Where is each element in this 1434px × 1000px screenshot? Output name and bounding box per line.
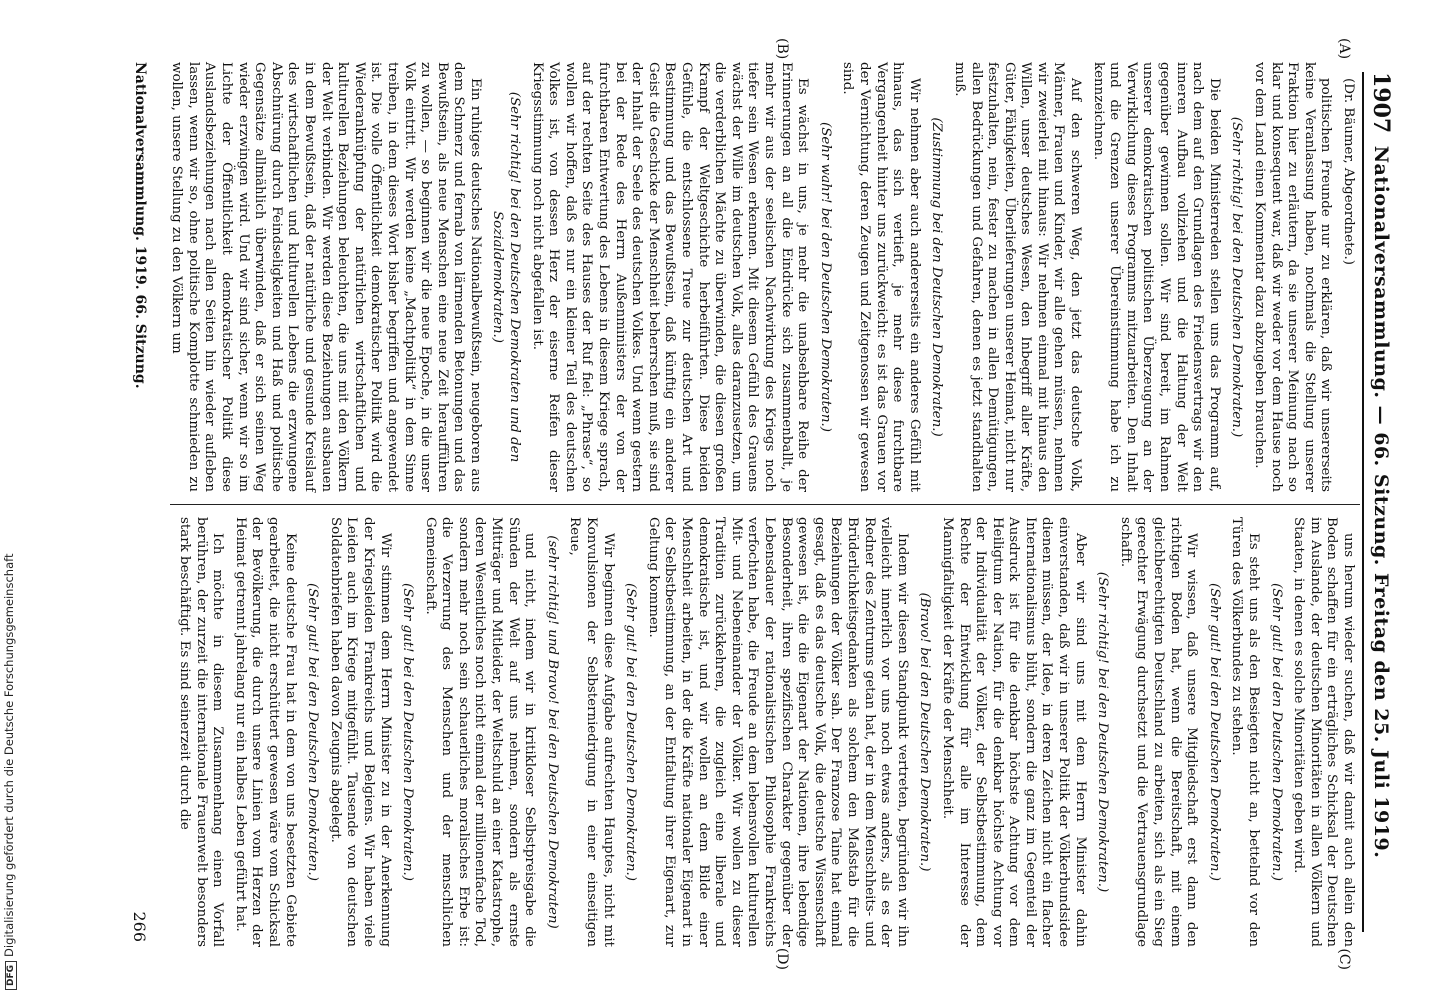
column-divider — [170, 504, 1360, 505]
digitization-credit — [2, 553, 18, 990]
interjection: (Sehr gut! bei den Deutschen Demokraten.) — [305, 582, 321, 882]
credit-text: Digitalisierung gefördert durch die Deutsche Forschungsgemeinschaft — [2, 553, 16, 957]
paragraph: Keine deutsche Frau hat in dem von uns besetzten Gebiete gearbeitet, die nicht erschüttert gewesen wäre vom Schicksal der Bevölkerung, die durch unsere Linien vom Herzen der Heimat getrennt jahrelang nur ein halbes Leben geführt hat. — [232, 517, 298, 947]
footer-page-code: 266 — [130, 911, 149, 942]
margin-marker-a: (A) — [1336, 38, 1352, 60]
paragraph: Aber wir sind uns mit dem Herrn Minister dahin einverstanden, daß wir in unserer Politik der Völkerbundsidee dienen müssen, der Idee, in deren Zeichen nicht ein flacher Internationalismus blüht, sondern die ganz im Gegenteil der Ausdruck ist für die denkbar höchste Achtung vor dem Heiligtum der Nation, für die denkbar höchste Achtung vor der Individualität der Völker, der Selbstbestimmung, dem Rechte der Entwicklung für alle im Interesse der Mannigfaltigkeit der Kräfte der Menschheit. — [939, 517, 1088, 947]
interjection: (Sehr wahr! bei den Deutschen Demokraten.) — [817, 122, 833, 432]
paragraph: (Dr. Bäumer, Abgeordnete.) — [1341, 78, 1356, 266]
scanned-page — [80, 32, 1400, 972]
paragraph: Indem wir diesen Standpunkt vertreten, begründen wir ihn vielleicht innerlich vor uns noch etwas anders, als es der Redner des Zentrums getan hat, der in dem Menschheits- und Brüderlichkeitsgedanken als solchem den Maßstab für die Beziehungen der Völker sah. Der Franzose Taine hat einmal gesagt, daß es das deutsche Volk, die deutsche Wissenschaft gewesen ist, die die Eigenart der Nationen, ihre lebendige Besonderheit, ihren spezifischen Charakter gegenüber der Lebensdauer der rationalistischen Philosophie Frankreichs verfochten habe, die Freude an dem lebensvollen kulturellen Mit- und Nebeneinander der Völker. Wir wollen zu dieser Tradition zurückkehren, die zugleich eine liberale und demokratische ist, und wir wollen an dem Bilde einer Menschheit arbeiten, in der die Kräfte nationaler Eigenart in der Selbstbestimmung, an der Entfaltung ihrer Eigenart, zur Geltung kommen. — [645, 517, 910, 947]
interjection: (Zustimmung bei den Deutschen Demokraten.) — [929, 117, 945, 437]
running-head — [1362, 72, 1394, 932]
paragraph: Auf den schweren Weg, den jetzt das deutsche Volk, Männer, Frauen und Kinder, wir alle gehen müssen, nehmen wir zweierlei mit hinaus: Wir nehmen einmal mit hinaus den Willen, unser deutsches Wesen, den Inbegriff aller Kräfte, Güter, Fähigkeiten, Überlieferungen unserer Heimat, nicht nur festzuhalten, nein, fester zu machen in allen Demütigungen, allen Bedrückungen und Gefahren, denen es jetzt standhalten muß. — [951, 62, 1084, 492]
margin-marker-d: (D) — [774, 947, 790, 970]
interjection: (Sehr gut! bei den Deutschen Demokraten.) — [1206, 582, 1222, 882]
paragraph: Die beiden Ministerreden stellen uns das Programm auf, nach dem auf den Grundlagen des Friedensvertrags wir den inneren Aufbau vollziehen und die Haltung der Welt gegenüber gewinnen sollen. Wir sind bereit, im Rahmen unserer demokratischen politischen Überzeugung an der Verwirklichung dieses Programms mitzuarbeiten. Den Inhalt und die Grenzen unserer Übereinstimmung habe ich zu kennzeichnen. — [1090, 62, 1222, 492]
interjection: (sehr richtig! und Bravo! bei den Deutschen Demokraten) — [544, 535, 560, 929]
left-column — [171, 62, 1356, 492]
paragraph: Ein ruhiges deutsches Nationalbewußtsein, neugeboren aus dem Schmerz und fernab von lärmenden Betonungen und das Bewußtsein, als neue Menschen eine neue Zeit heraufführen zu wollen, — so beginnen wir die neue Epoche, in die unser Volk eintritt. Wir werden keine „Machtpolitik“ in dem Sinne treiben, in dem dieses Wort bisher begriffen und angewendet ist. Die volle Öffentlichkeit demokratischer Politik wird die Wiederanknüpfung der natürlichen wirtschaftlichen und kulturellen Beziehungen beleuchten, die uns mit den Völkern der Welt verbinden. Wir werden diese Beziehungen ausbauen in dem Bewußtsein, daß der natürliche und gesunde Kreislauf des wirtschaftlichen und kulturellen Lebens die erzwungene Abschnürung durch Feindseligkeiten und Haß und politische Gegensätze allmählich überwinden, daß er sich seinen Weg wieder erzwingen wird. Und wir sind sicher, wenn wir so im Lichte der Öffentlichkeit demokratischer Politik diese Auslandsbeziehungen nach allen Seiten hin wieder aufleben lassen, wenn wir so, ohne politische Komplotte schmieden zu wollen, unsere Stellung zu den Völkern um — [169, 62, 483, 492]
paragraph: Es steht uns als den Besiegten nicht an, bettelnd vor den Türen des Völkerbundes zu stehen. — [1229, 517, 1262, 947]
paragraph: Es wächst in uns, je mehr die unabsehbare Reihe der Erinnerungen an all die Eindrücke sich zusammenballt, je mehr wir aus der seelischen Nachwirkung des Kriegs noch tiefer sein Wesen erkennen. Mit diesem Gefühl des Grauens wächst der Wille im deutschen Volk, alles daranzusetzen, um die verderblichen Mächte zu überwinden, die diesen großen Krampf der Weltgeschichte herbeiführten. Diese beiden Gefühle, die entschlossene Treue zur deutschen Art und Bestimmung und das Bewußtsein, daß künftig ein anderer Geist die Geschicke der Menschheit beherrschen muß, sie sind der Inhalt der Seele des deutschen Volkes. Und wenn gestern bei der Rede des Herrn Außenministers der von der furchtbaren Entwertung des Lebens in diesem Kriege sprach, auf der rechten Seite des Hauses der Ruf fiel: „Phrase“, so wollen wir hoffen, daß es nur ein kleiner Teil des deutschen Volkes ist, von dessen Herz der eiserne Reifen dieser Kriegsstimmung noch nicht abgefallen ist. — [529, 62, 811, 492]
interjection: (Sehr richtig! bei den Deutschen Demokraten.) — [1229, 116, 1245, 438]
footer-session-label: Nationalversammlung. 1919. 66. Sitzung. — [132, 62, 148, 389]
interjection: (Sehr richtig! bei den Deutschen Demokraten und den Sozialdemokraten.) — [490, 91, 523, 463]
margin-marker-b: (B) — [774, 38, 790, 60]
running-head-title: Nationalversammlung. — 66. Sitzung. Freitag den 25. Juli 1919. — [1370, 145, 1392, 859]
paragraph: politischen Freunde nur zu erklären, daß wir unsererseits keine Veranlassung haben, nochmals die Stellung unserer Fraktion hier zu erläutern, da sie unserer Meinung nach so klar und konsequent war, daß wir weder vor dem Hause noch vor dem Land einen Kommentar dazu abzugeben brauchen. — [1252, 62, 1334, 492]
paragraph: Ich möchte in diesem Zusammenhang einen Vorfall berühren, der zurzeit die internationale Frauenwelt besonders stark beschäftigt. Es sind seinerzeit durch die — [177, 517, 226, 947]
paragraph: und nicht, indem wir in kritikloser Selbstpreisgabe die Sünden der Welt auf uns nehmen, sondern als ernste Mitträger und Mitleider, der Weltschuld an einer Katastrophe, deren Wesentliches noch nicht einmal der millionenfache Tod, sondern mehr noch sein schauerliches moralisches Erbe ist: die Verzerrung des Menschen und der menschlichen Gemeinschaft. — [422, 517, 538, 947]
paragraph: Wir beginnen diese Aufgabe aufrechten Hauptes, nicht mit Konvulsionen der Selbsterniedrigung in einer einseitigen Reue, — [567, 517, 616, 947]
paragraph: Wir nehmen aber auch andererseits ein anderes Gefühl mit hinaus, das sich vertieft, je mehr diese furchtbare Vergangenheit hinter uns zurückweicht: es ist das Grauen vor der Vernichtung, deren Zeugen und Zeitgenossen wir gewesen sind. — [840, 62, 922, 492]
interjection: (Sehr gut! bei den Deutschen Demokraten.) — [1268, 582, 1284, 882]
paragraph: uns herum wieder suchen, daß wir damit auch allein den Boden schaffen für ein erträgliches Schicksal der Deutschen im Auslande, der deutschen Minoritäten in allen Völkern und Staaten, in denen es solche Minoritäten geben wird. — [1291, 517, 1356, 947]
paragraph: Wir stimmen dem Herrn Minister zu in der Anerkennung der Kriegsleiden Frankreichs und Belgiens. Wir haben viele Leiden auch im Kriege mitgefühlt. Tausende von deutschen Soldatenbriefen haben davon Zeugnis abgelegt. — [327, 517, 393, 947]
paragraph: Wir wissen, daß unsere Mitgliedschaft erst dann den richtigen Boden hat, wenn die Bereitschaft, mit einem gleichberechtigten Deutschland zu arbeiten, sich als ein Sieg gerechter Erwägung durchsetzt und die Vertrauensgrundlage schafft. — [1117, 517, 1200, 947]
interjection: (Sehr richtig! bei den Deutschen Demokraten.) — [1095, 571, 1111, 893]
interjection: (Sehr gut! bei den Deutschen Demokraten.) — [400, 582, 416, 882]
interjection: (Bravo! bei den Deutschen Demokraten.) — [917, 592, 933, 872]
right-column — [171, 517, 1356, 947]
margin-marker-c: (C) — [1336, 948, 1352, 970]
interjection: (Sehr gut! bei den Deutschen Demokraten.) — [623, 582, 639, 882]
dfg-logo: DFG — [5, 961, 17, 990]
page-number: 1907 — [1368, 72, 1394, 134]
